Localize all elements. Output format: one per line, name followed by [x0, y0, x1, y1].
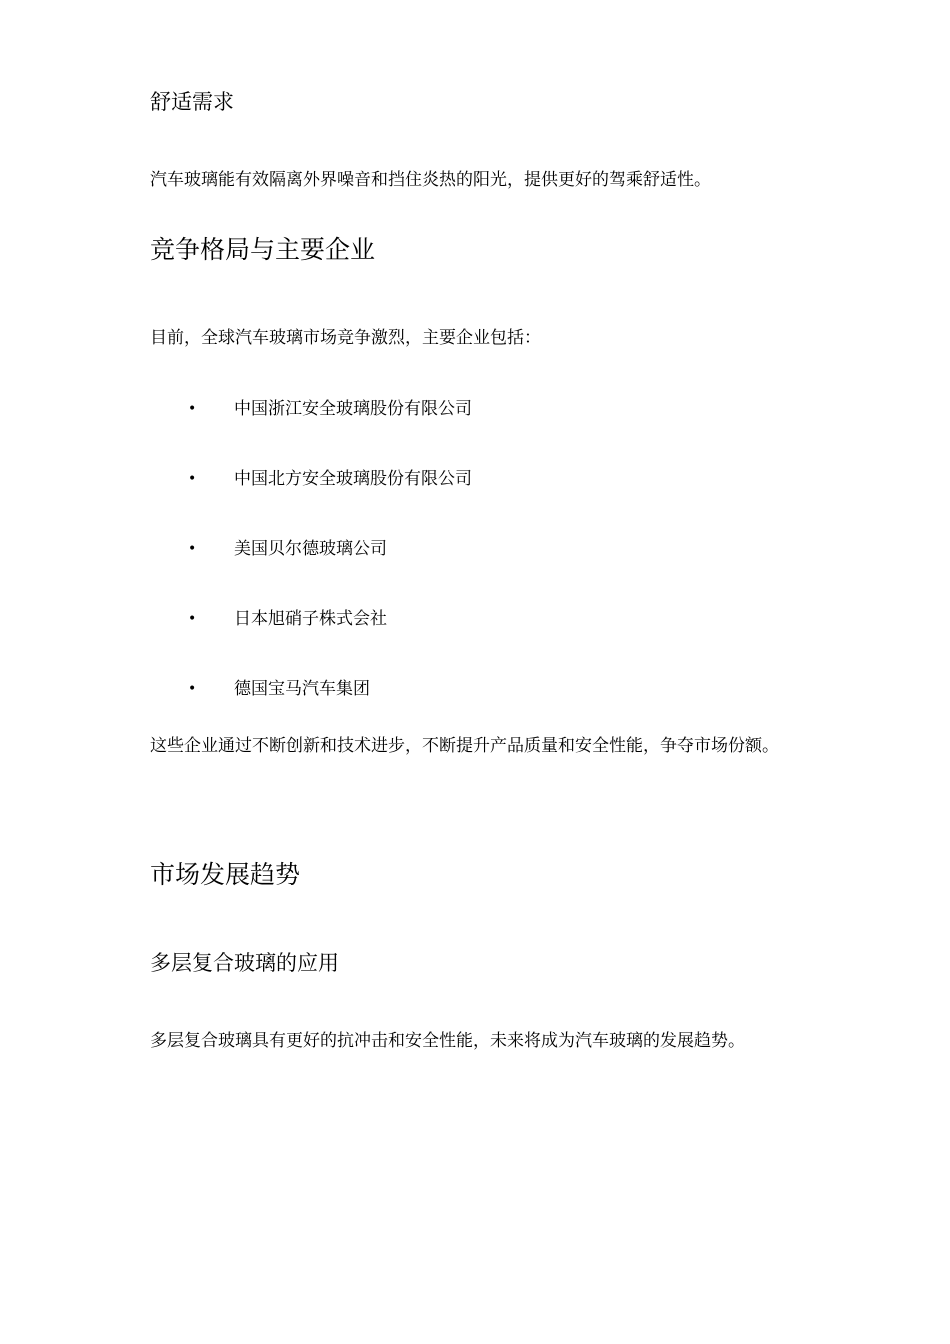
- comfort-paragraph: 汽车玻璃能有效隔离外界噪音和挡住炎热的阳光，提供更好的驾乘舒适性。: [150, 170, 711, 190]
- competition-heading: 竞争格局与主要企业: [150, 235, 376, 264]
- bullet-icon: •: [188, 681, 197, 697]
- company-name: 中国浙江安全玻璃股份有限公司: [234, 399, 472, 419]
- bullet-icon: •: [188, 541, 197, 557]
- bullet-icon: •: [188, 471, 197, 487]
- laminated-glass-heading: 多层复合玻璃的应用: [150, 951, 339, 975]
- company-name: 日本旭硝子株式会社: [234, 609, 387, 629]
- competition-intro: 目前，全球汽车玻璃市场竞争激烈，主要企业包括：: [150, 328, 541, 348]
- company-name: 美国贝尔德玻璃公司: [234, 539, 387, 559]
- bullet-icon: •: [188, 611, 197, 627]
- bullet-icon: •: [188, 401, 197, 417]
- laminated-glass-paragraph: 多层复合玻璃具有更好的抗冲击和安全性能，未来将成为汽车玻璃的发展趋势。: [150, 1031, 745, 1051]
- trends-heading: 市场发展趋势: [150, 860, 301, 889]
- competition-summary: 这些企业通过不断创新和技术进步，不断提升产品质量和安全性能，争夺市场份额。: [150, 736, 779, 756]
- comfort-heading: 舒适需求: [150, 90, 234, 114]
- company-name: 中国北方安全玻璃股份有限公司: [234, 469, 472, 489]
- company-name: 德国宝马汽车集团: [234, 679, 370, 699]
